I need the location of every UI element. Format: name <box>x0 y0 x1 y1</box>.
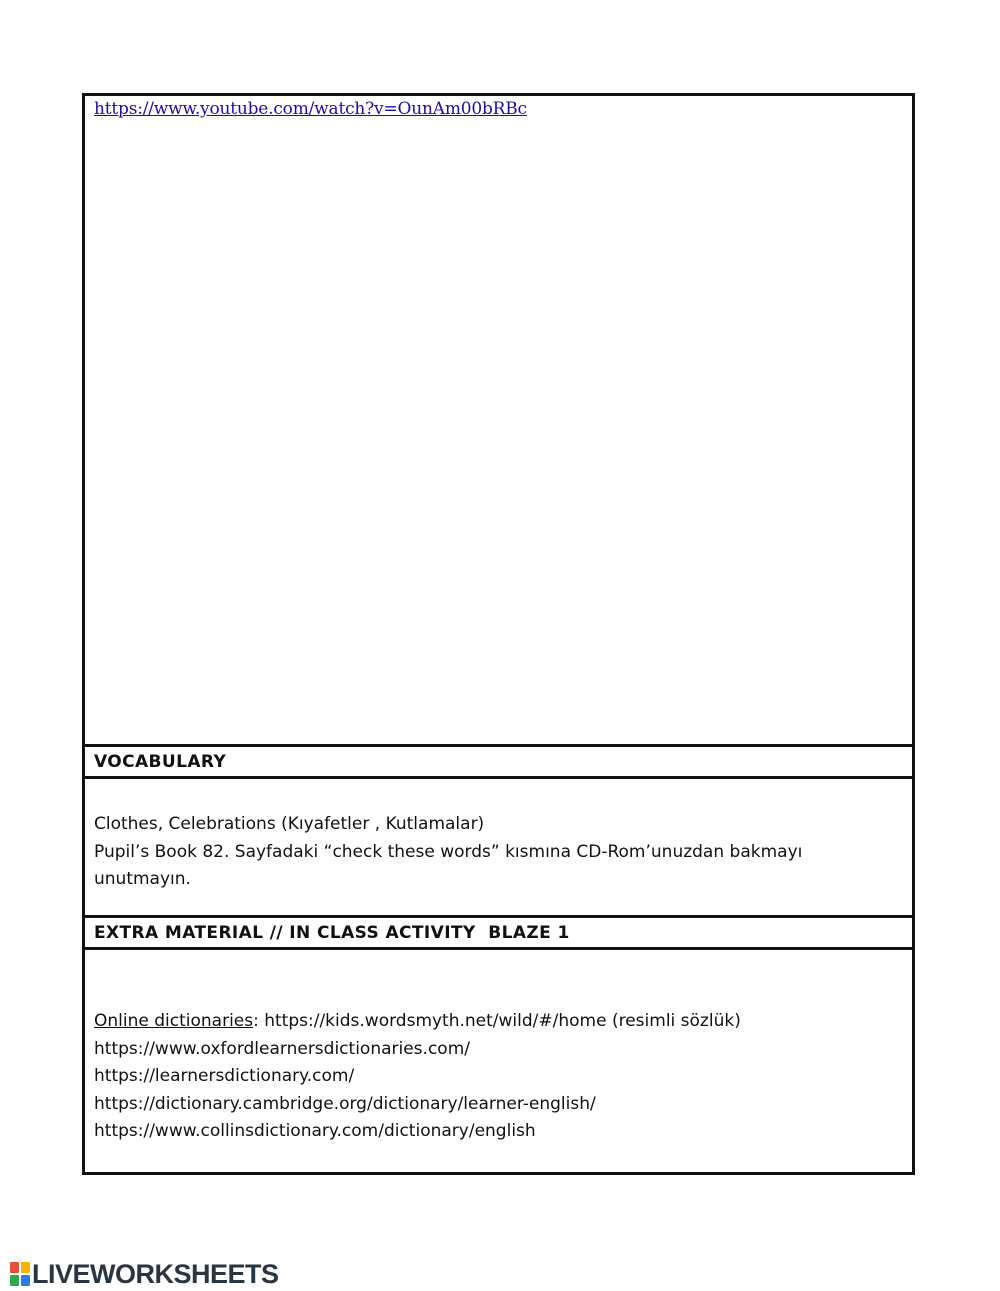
logo-square-icon <box>10 1262 19 1273</box>
dictionary-line <box>94 1008 903 1036</box>
logo-square-icon <box>21 1275 30 1286</box>
logo-square-icon <box>10 1275 19 1286</box>
logo-mark-icon <box>10 1262 30 1286</box>
extra-material-body <box>85 950 912 1172</box>
dictionary-link[interactable]: https://www.collinsdictionary.com/dictionary/english <box>94 1121 536 1141</box>
logo-text: LIVEWORKSHEETS <box>32 1258 279 1289</box>
logo-square-icon <box>21 1262 30 1273</box>
vocabulary-line: unutmayın. <box>94 869 191 889</box>
video-cell <box>85 96 912 747</box>
liveworksheets-logo <box>10 1260 279 1288</box>
dictionary-link[interactable]: https://www.oxfordlearnersdictionaries.com/ <box>94 1038 470 1059</box>
dictionary-link[interactable]: https://learnersdictionary.com/ <box>94 1066 355 1086</box>
extra-material-heading: EXTRA MATERIAL // IN CLASS ACTIVITY BLAZE 1 <box>85 918 912 950</box>
dictionary-link[interactable]: https://dictionary.cambridge.org/dictionary/learner-english/ <box>94 1093 596 1114</box>
vocabulary-line: Pupil’s Book 82. Sayfadaki “check these words” kısmına CD-Rom’unuzdan bakmayı <box>94 841 803 862</box>
youtube-link[interactable]: https://www.youtube.com/watch?v=OunAm00bRBc <box>94 99 527 119</box>
kids-dictionary-link[interactable]: : https://kids.wordsmyth.net/wild/#/home (resimli sözlük) <box>253 1011 741 1031</box>
vocabulary-body <box>85 779 912 918</box>
vocabulary-line: Clothes, Celebrations (Kıyafetler , Kutlamalar) <box>94 814 485 834</box>
worksheet-table <box>82 93 915 1175</box>
online-dictionaries-label: Online dictionaries <box>94 1011 254 1031</box>
vocabulary-heading: VOCABULARY <box>85 747 912 779</box>
